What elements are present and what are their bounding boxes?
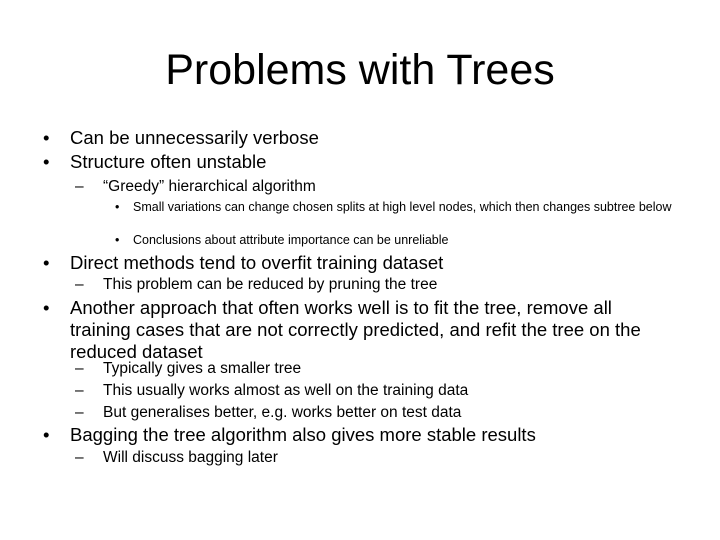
- sub-sub-bullet-text: Conclusions about attribute importance can be unreliable: [133, 233, 449, 247]
- sub-bullet-item: [75, 275, 438, 294]
- sub-bullet-text: This problem can be reduced by pruning the tree: [103, 276, 438, 293]
- sub-bullet-item: [75, 403, 462, 422]
- sub-bullet-text: Typically gives a smaller tree: [103, 360, 302, 377]
- sub-bullet-item: [75, 359, 302, 378]
- bullet-item: [43, 252, 444, 274]
- bullet-icon: •: [43, 252, 50, 273]
- dash-icon: –: [75, 360, 84, 377]
- bullet-text: Direct methods tend to overfit training dataset: [70, 252, 444, 273]
- sub-bullet-text: But generalises better, e.g. works better on test data: [103, 404, 462, 421]
- bullet-icon: •: [115, 200, 120, 214]
- bullet-text: Another approach that often works well is to fit the tree, remove all training cases that are not correctly predicted, and refit the tree on the reduced dataset: [70, 297, 641, 362]
- bullet-icon: •: [43, 297, 50, 318]
- bullet-icon: •: [115, 233, 120, 247]
- slide-title: Problems with Trees: [165, 46, 555, 94]
- bullet-item: [43, 127, 319, 149]
- sub-bullet-text: Will discuss bagging later: [103, 449, 278, 466]
- sub-bullet-item: [75, 177, 316, 196]
- bullet-icon: •: [43, 424, 50, 445]
- sub-bullet-text: This usually works almost as well on the training data: [103, 382, 469, 399]
- bullet-text: Structure often unstable: [70, 151, 267, 172]
- sub-bullet-text: “Greedy” hierarchical algorithm: [103, 178, 316, 195]
- bullet-item: [43, 151, 267, 173]
- sub-sub-bullet-text: Small variations can change chosen splits at high level nodes, which then changes subtree below: [133, 200, 672, 214]
- dash-icon: –: [75, 382, 84, 399]
- sub-bullet-item: [75, 448, 278, 467]
- bullet-icon: •: [43, 151, 50, 172]
- bullet-text: Can be unnecessarily verbose: [70, 127, 319, 148]
- dash-icon: –: [75, 178, 84, 195]
- dash-icon: –: [75, 276, 84, 293]
- sub-sub-bullet-item: [115, 199, 678, 215]
- bullet-item: [43, 297, 670, 363]
- dash-icon: –: [75, 404, 84, 421]
- bullet-icon: •: [43, 127, 50, 148]
- sub-bullet-item: [75, 381, 469, 400]
- bullet-item: [43, 424, 536, 446]
- dash-icon: –: [75, 449, 84, 466]
- sub-sub-bullet-item: [115, 232, 449, 248]
- bullet-text: Bagging the tree algorithm also gives more stable results: [70, 424, 536, 445]
